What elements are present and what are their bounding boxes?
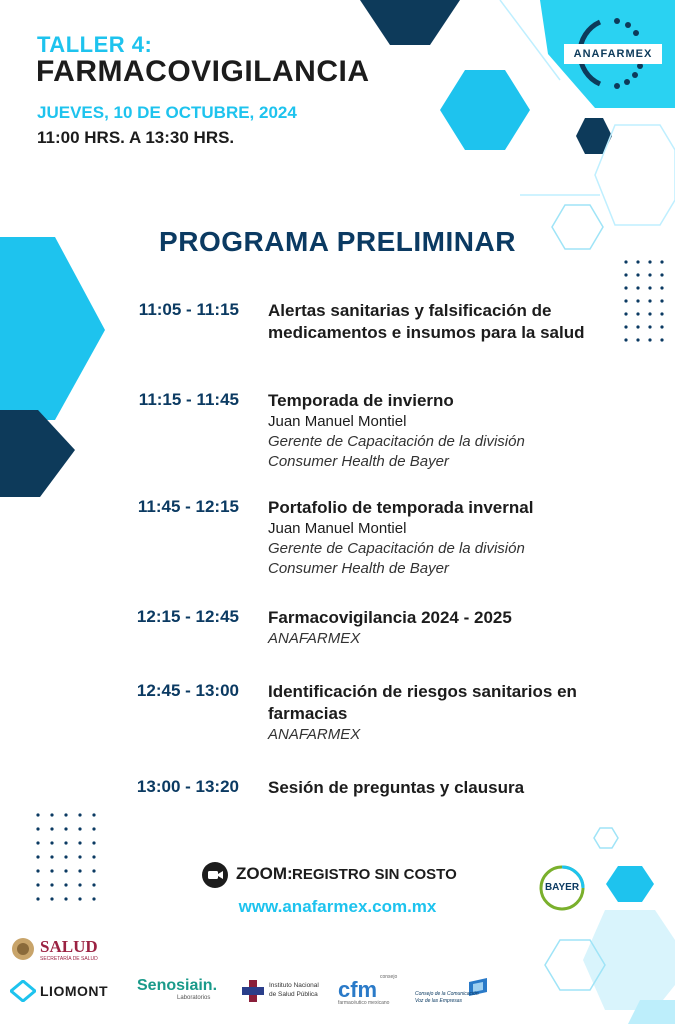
agenda-role: Gerente de Capacitación de la división Consumer Health de Bayer xyxy=(268,540,525,577)
agenda-title: Sesión de preguntas y clausura xyxy=(268,778,525,797)
salud-text: SALUD xyxy=(40,937,98,956)
anafarmex-logo xyxy=(562,14,664,96)
workshop-number: TALLER 4: xyxy=(37,32,153,57)
bayer-text: BAYER xyxy=(544,882,580,893)
ccc-logo xyxy=(415,976,495,1006)
liomont-logo xyxy=(10,980,120,1002)
event-hours: 11:00 HRS. A 13:30 HRS. xyxy=(37,128,235,147)
navy-hexagon-left xyxy=(0,410,75,497)
video-camera-icon xyxy=(202,862,228,888)
agenda-speaker: Juan Manuel Montiel xyxy=(268,413,407,430)
agenda-title: Alertas sanitarias y falsificación de medicamentos e insumos para la salud xyxy=(268,301,585,342)
agenda-title: Identificación de riesgos sanitarios en farmacias xyxy=(268,682,577,723)
salud-emblem-icon xyxy=(10,936,36,962)
agenda-time: 11:05 - 11:15 xyxy=(138,300,239,319)
agenda-title: Farmacovigilancia 2024 - 2025 xyxy=(268,608,512,627)
bayer-logo xyxy=(538,864,586,912)
ccc-line1: Consejo de la Comunicación xyxy=(415,991,479,997)
logo-text: ANAFARMEX xyxy=(564,44,662,64)
agenda-title: Temporada de invierno xyxy=(268,391,454,410)
navy-hexagon-small xyxy=(576,118,612,154)
insp-line2: de Salud Pública xyxy=(269,991,318,998)
agenda-title: Portafolio de temporada invernal xyxy=(268,498,534,517)
agenda-time: 12:45 - 13:00 xyxy=(136,681,239,700)
cyan-hexagon-mid xyxy=(440,70,530,150)
cfm-top-text: consejo xyxy=(380,974,398,980)
event-date: JUEVES, 10 DE OCTUBRE, 2024 xyxy=(37,103,297,122)
workshop-title: FARMACOVIGILANCIA xyxy=(36,55,370,88)
cfm-subtext: farmacéutico mexicano xyxy=(338,1000,390,1006)
salud-logo xyxy=(10,936,110,966)
registration-text: REGISTRO SIN COSTO xyxy=(292,866,457,883)
agenda-role: Gerente de Capacitación de la división Consumer Health de Bayer xyxy=(268,433,525,470)
senosiain-subtext: Laboratorios xyxy=(177,995,211,1001)
agenda-time: 12:15 - 12:45 xyxy=(136,607,239,626)
senosiain-logo xyxy=(137,977,227,1007)
agenda-role: ANAFARMEX xyxy=(268,630,361,647)
agenda-time: 13:00 - 13:20 xyxy=(136,777,239,796)
insp-logo xyxy=(240,978,330,1006)
agenda-time: 11:45 - 12:15 xyxy=(137,497,239,516)
navy-hexagon-top xyxy=(360,0,460,45)
agenda-role: ANAFARMEX xyxy=(268,726,361,743)
zoom-label: ZOOM: xyxy=(236,864,293,883)
senosiain-text: Senosiain. xyxy=(137,977,218,994)
cfm-text: cfm xyxy=(338,977,378,1002)
program-heading: PROGRAMA PRELIMINAR xyxy=(159,226,516,257)
salud-subtext: SECRETARÍA DE SALUD xyxy=(40,956,98,962)
insp-line1: Instituto Nacional xyxy=(269,982,319,989)
liomont-diamond-icon xyxy=(10,980,36,1002)
agenda-time: 11:15 - 11:45 xyxy=(138,390,239,409)
cfm-logo xyxy=(338,974,408,1006)
cyan-hexagon-left xyxy=(0,237,105,420)
dot-grid-right xyxy=(624,260,663,341)
insp-cross-icon xyxy=(240,978,266,1004)
website-link[interactable]: www.anafarmex.com.mx xyxy=(238,897,437,916)
ccc-line2: Voz de las Empresas xyxy=(415,998,463,1004)
liomont-text: LIOMONT xyxy=(40,983,109,999)
agenda-speaker: Juan Manuel Montiel xyxy=(268,520,407,537)
